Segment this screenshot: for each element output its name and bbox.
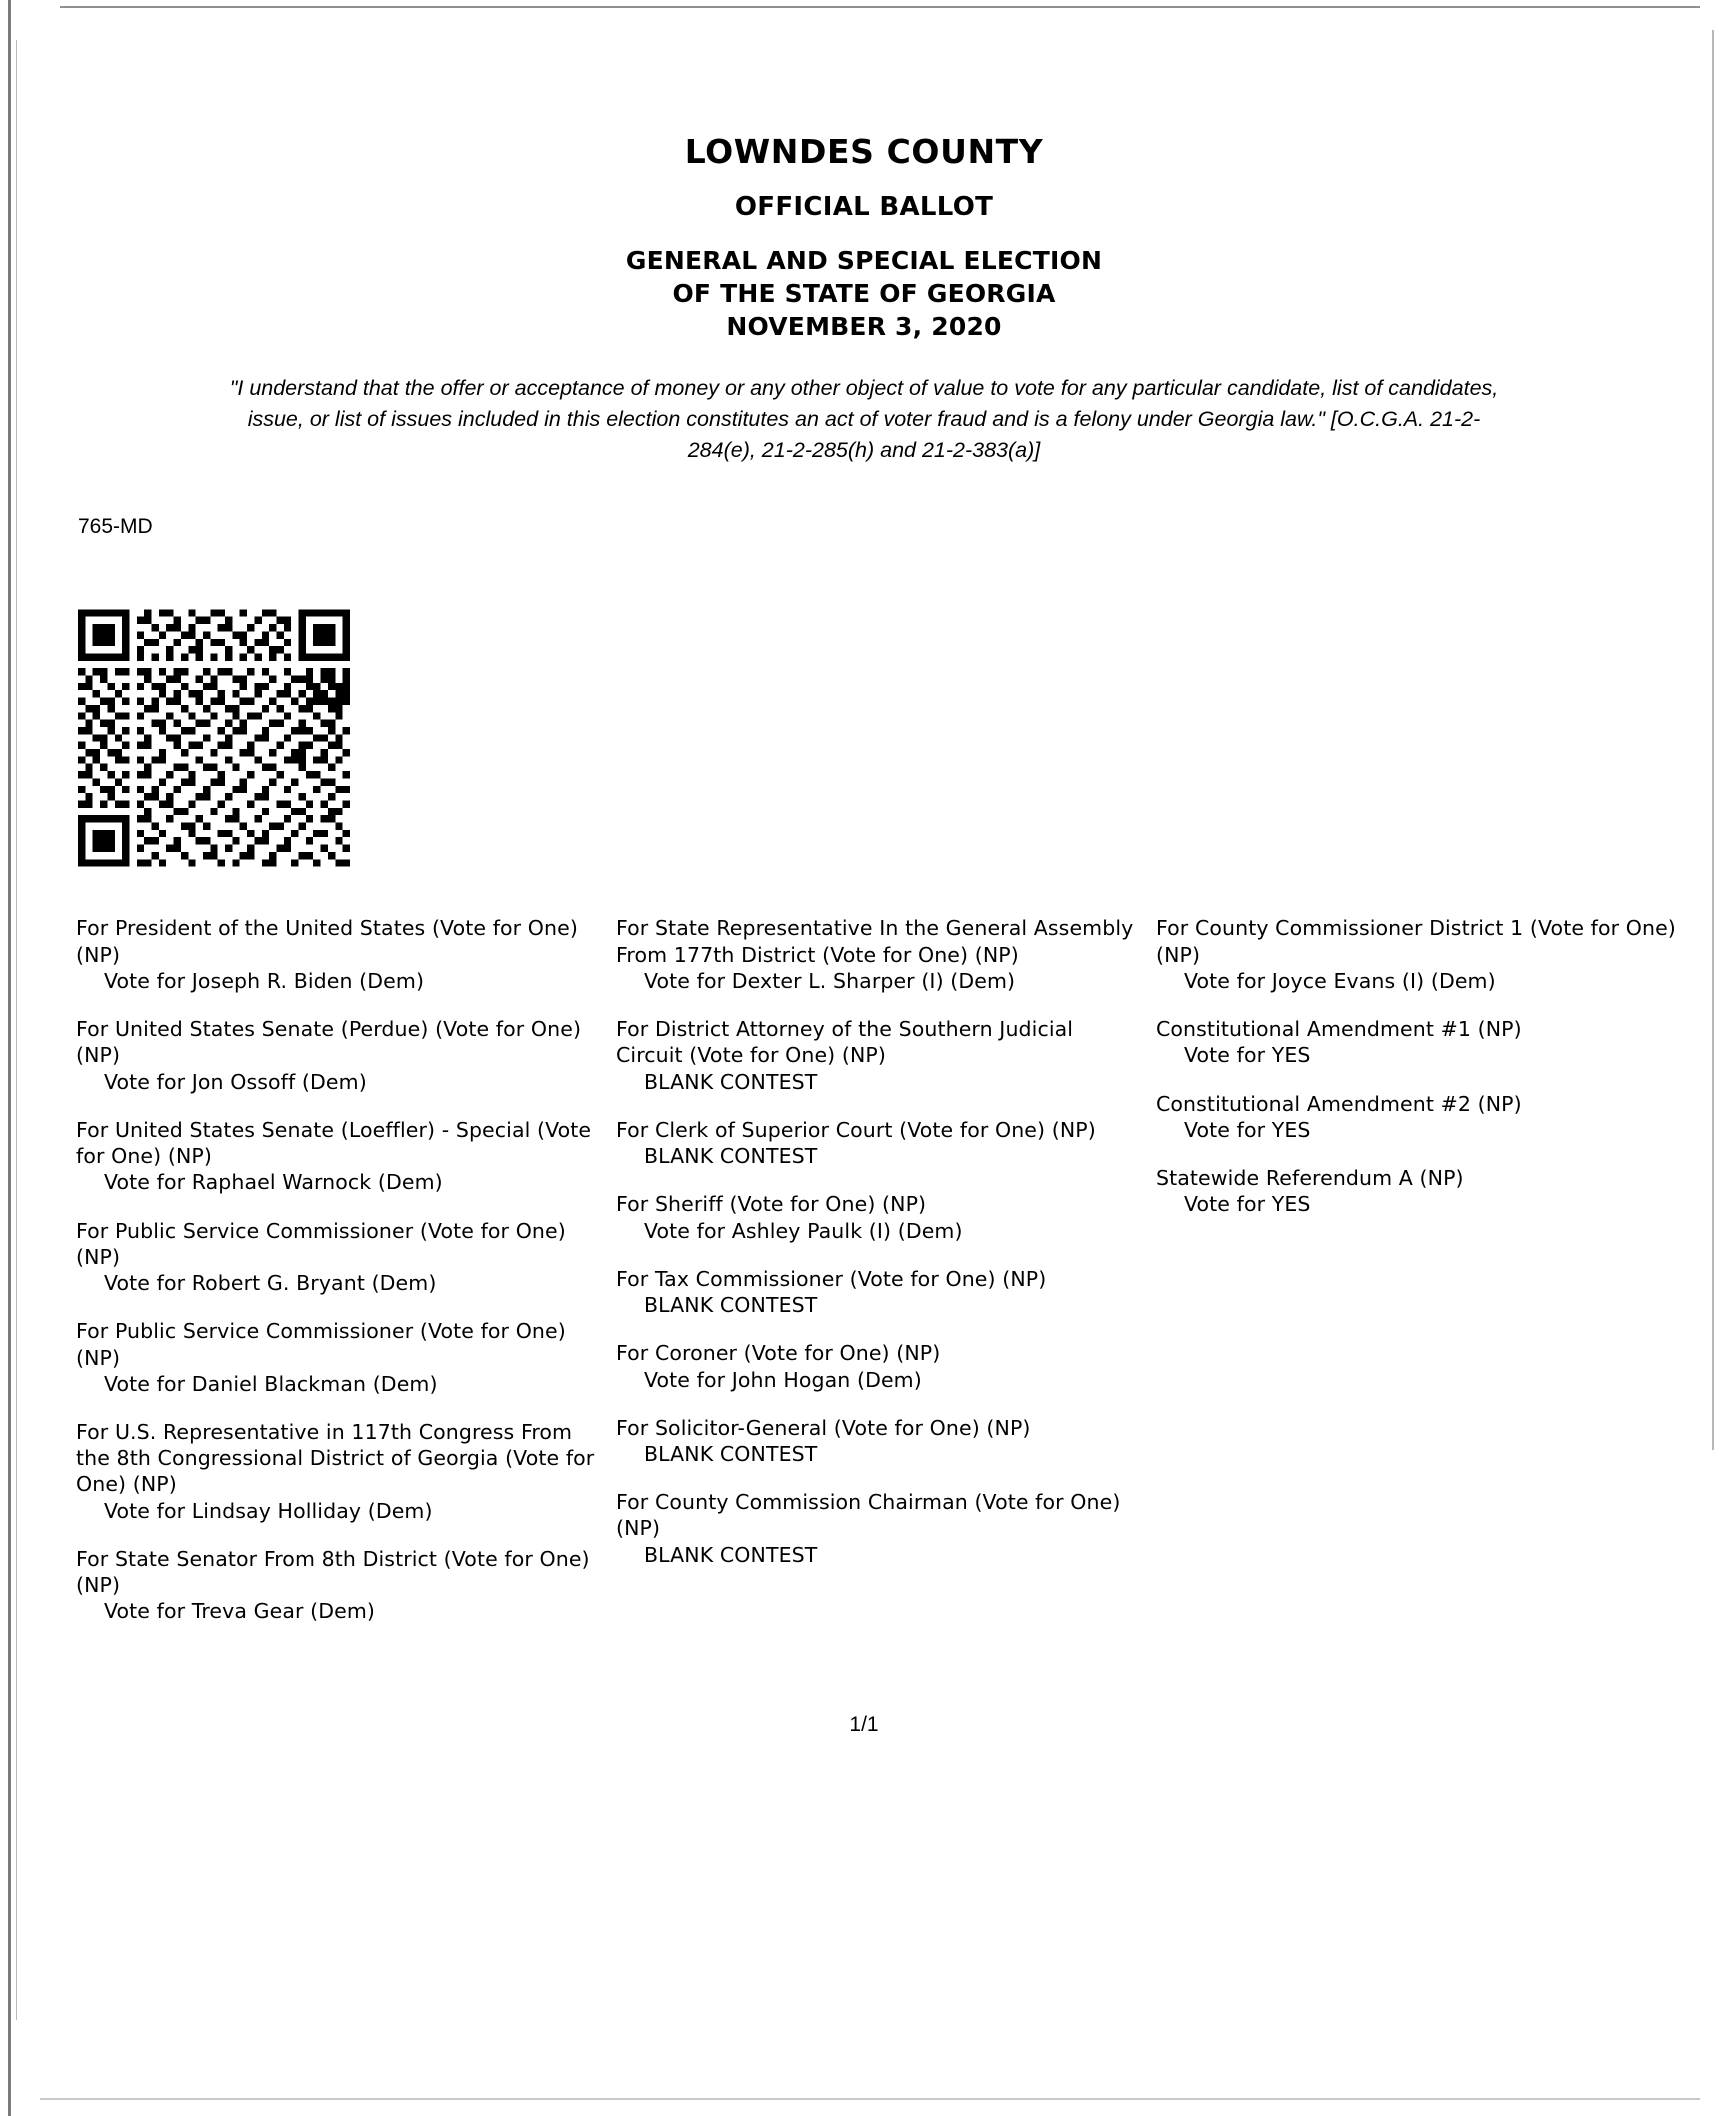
contest-column-2	[616, 915, 1156, 1646]
official-ballot-title: OFFICIAL BALLOT	[734, 191, 994, 222]
contest-title: For Public Service Commissioner (Vote for One) (NP)	[76, 1319, 566, 1370]
contest-selection: Vote for Treva Gear (Dem)	[104, 1599, 376, 1624]
contest-title: Constitutional Amendment #1 (NP)	[1156, 1017, 1522, 1042]
contest-selection: BLANK CONTEST	[644, 1542, 818, 1567]
contest-selection: Vote for Joyce Evans (I) (Dem)	[1184, 968, 1496, 993]
contest-columns	[0, 915, 1728, 1646]
contest-block	[1156, 1016, 1684, 1068]
ballot-style-id: 765-MD	[78, 515, 153, 539]
contest-selection: Vote for Joseph R. Biden (Dem)	[104, 968, 425, 993]
election-date: NOVEMBER 3, 2020	[726, 311, 1002, 341]
contest-title: For Solicitor-General (Vote for One) (NP)	[616, 1415, 1031, 1440]
qr-code-container	[78, 609, 1728, 867]
contest-block	[616, 1191, 1144, 1243]
contest-block	[616, 915, 1144, 994]
contest-title: For Coroner (Vote for One) (NP)	[616, 1341, 941, 1366]
contest-selection: Vote for John Hogan (Dem)	[644, 1367, 922, 1392]
contest-block	[1156, 915, 1684, 994]
contest-block	[616, 1489, 1144, 1568]
contest-selection: Vote for Daniel Blackman (Dem)	[104, 1371, 438, 1396]
contest-block	[76, 1016, 604, 1095]
contest-block	[76, 1117, 604, 1196]
contest-title: For United States Senate (Loeffler) - Special (Vote for One) (NP)	[76, 1117, 592, 1169]
contest-selection: Vote for YES	[1184, 1117, 1311, 1142]
contest-column-3	[1156, 915, 1696, 1646]
contest-selection: Vote for YES	[1184, 1043, 1311, 1068]
county-title: LOWNDES COUNTY	[684, 132, 1044, 171]
contest-block	[616, 1266, 1144, 1318]
qr-code-icon	[78, 609, 350, 867]
contest-block	[76, 1218, 604, 1297]
contest-selection: Vote for Jon Ossoff (Dem)	[104, 1069, 367, 1094]
contest-selection: Vote for Ashley Paulk (I) (Dem)	[644, 1218, 963, 1243]
contest-title: For Public Service Commissioner (Vote for One) (NP)	[76, 1218, 566, 1269]
contest-block	[616, 1415, 1144, 1467]
contest-column-1	[76, 915, 616, 1646]
election-title-line-2: OF THE STATE OF GEORGIA	[672, 278, 1056, 308]
scan-edge-artifact-bottom	[40, 2098, 1700, 2100]
contest-title: For Tax Commissioner (Vote for One) (NP)	[616, 1266, 1047, 1291]
election-title-line-1: GENERAL AND SPECIAL ELECTION	[625, 245, 1103, 275]
contest-title: For United States Senate (Perdue) (Vote for One) (NP)	[76, 1017, 582, 1068]
contest-title: For State Senator From 8th District (Vote for One) (NP)	[76, 1546, 590, 1598]
contest-title: For Sheriff (Vote for One) (NP)	[616, 1192, 927, 1217]
contest-title: For State Representative In the General Assembly From 177th District (Vote for One) (NP)	[616, 916, 1134, 967]
contest-title: For U.S. Representative in 117th Congress From the 8th Congressional District of Georgia (Vote for One) (NP)	[76, 1419, 595, 1497]
contest-block	[76, 1546, 604, 1625]
contest-title: For County Commissioner District 1 (Vote for One) (NP)	[1156, 916, 1676, 967]
contest-block	[76, 1419, 604, 1524]
election-title	[0, 244, 1728, 343]
voter-fraud-oath-text: "I understand that the offer or acceptance of money or any other object of value to vote for any particular candidate, list of candidates, issue, or list of issues included in this election constitutes an act of voter fraud and is a felony under Georgia law." [O.C.G.A. 21-2-284(e), 21-2-285(h) and 21-2-383(a)]	[229, 375, 1499, 462]
contest-title: For District Attorney of the Southern Judicial Circuit (Vote for One) (NP)	[616, 1017, 1074, 1068]
ballot-header	[0, 132, 1728, 343]
contest-selection: Vote for Lindsay Holliday (Dem)	[104, 1498, 433, 1523]
page-number: 1/1	[849, 1712, 879, 1736]
contest-block	[616, 1340, 1144, 1392]
contest-block	[616, 1117, 1144, 1169]
contest-title: For Clerk of Superior Court (Vote for One) (NP)	[616, 1117, 1096, 1142]
contest-block	[1156, 1165, 1684, 1217]
contest-selection: Vote for Robert G. Bryant (Dem)	[104, 1271, 437, 1296]
contest-block	[616, 1016, 1144, 1095]
contest-title: For County Commission Chairman (Vote for One) (NP)	[616, 1490, 1121, 1541]
contest-selection: BLANK CONTEST	[644, 1293, 818, 1318]
contest-block	[76, 1318, 604, 1397]
contest-title: Statewide Referendum A (NP)	[1156, 1166, 1464, 1191]
contest-selection: Vote for Raphael Warnock (Dem)	[104, 1170, 443, 1195]
contest-title: For President of the United States (Vote for One) (NP)	[76, 916, 578, 967]
contest-selection: BLANK CONTEST	[644, 1144, 818, 1169]
contest-selection: BLANK CONTEST	[644, 1441, 818, 1466]
contest-selection: Vote for YES	[1184, 1192, 1311, 1217]
contest-block	[1156, 1091, 1684, 1143]
contest-selection: Vote for Dexter L. Sharper (I) (Dem)	[644, 968, 1016, 993]
contest-block	[76, 915, 604, 994]
contest-title: Constitutional Amendment #2 (NP)	[1156, 1091, 1522, 1116]
contest-selection: BLANK CONTEST	[644, 1069, 818, 1094]
